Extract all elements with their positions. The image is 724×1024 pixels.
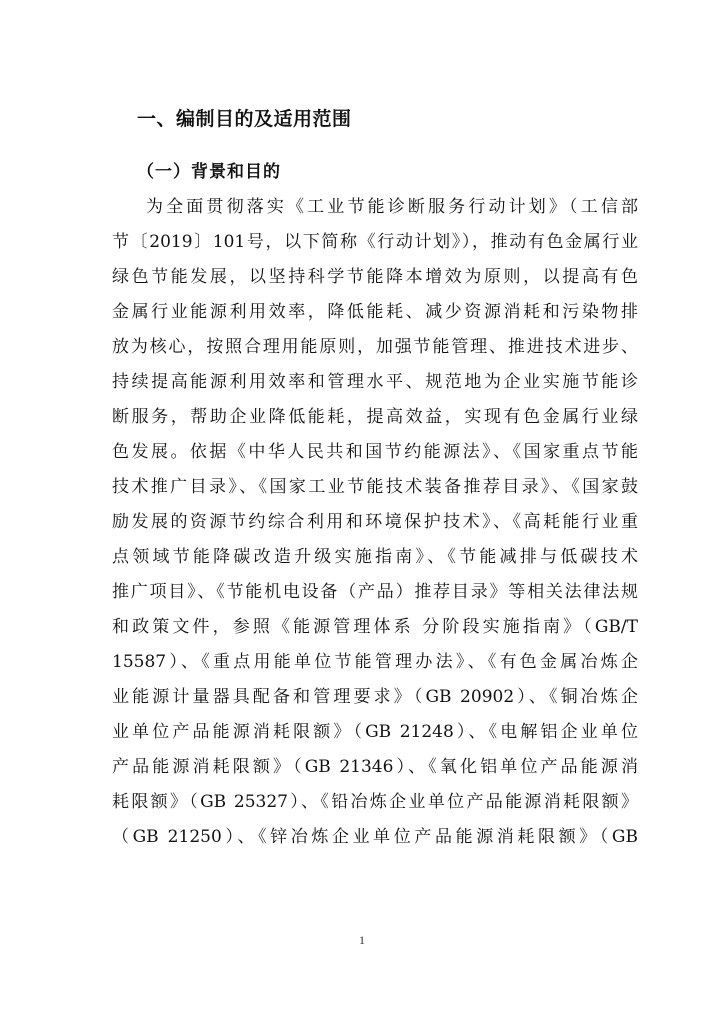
subsection-heading: （一）背景和目的 xyxy=(137,162,281,182)
paragraph-line: 产品能源消耗限额》（GB 21346）、《氧化铝单位产品能源消 xyxy=(112,757,638,777)
paragraph-line: 技术推广目录》、《国家工业节能技术装备推荐目录》、《国家鼓 xyxy=(112,477,638,497)
paragraph-line: 励发展的资源节约综合利用和环境保护技术》、《高耗能行业重 xyxy=(112,512,638,532)
paragraph-line: 放为核心，按照合理用能原则，加强节能管理、推进技术进步、 xyxy=(112,337,638,357)
section-heading: 一、编制目的及适用范围 xyxy=(137,108,352,130)
paragraph-line: 金属行业能源利用效率，降低能耗、减少资源消耗和污染物排 xyxy=(112,302,638,322)
paragraph-line: 业单位产品能源消耗限额》（GB 21248）、《电解铝企业单位 xyxy=(112,722,638,742)
paragraph-line: 15587）、《重点用能单位节能管理办法》、《有色金属冶炼企 xyxy=(112,652,638,672)
paragraph-line: （GB 21250）、《锌冶炼企业单位产品能源消耗限额》（GB xyxy=(112,827,638,847)
paragraph-line: 断服务，帮助企业降低能耗，提高效益，实现有色金属行业绿 xyxy=(112,407,638,427)
page-number: 1 xyxy=(359,933,365,947)
paragraph-line: 和政策文件，参照《能源管理体系 分阶段实施指南》（GB/T xyxy=(112,617,638,637)
paragraph-line: 为全面贯彻落实《工业节能诊断服务行动计划》（工信部 xyxy=(146,197,638,217)
paragraph-line: 耗限额》（GB 25327）、《铅冶炼企业单位产品能源消耗限额》 xyxy=(112,792,638,812)
body-paragraph xyxy=(112,190,638,855)
paragraph-line: 绿色节能发展，以坚持科学节能降本增效为原则，以提高有色 xyxy=(112,267,638,287)
paragraph-line: 节〔2019〕101号，以下简称《行动计划》），推动有色金属行业 xyxy=(112,232,638,252)
paragraph-line: 点领域节能降碳改造升级实施指南》、《节能减排与低碳技术 xyxy=(112,547,638,567)
paragraph-line: 持续提高能源利用效率和管理水平、规范地为企业实施节能诊 xyxy=(112,372,638,392)
paragraph-line: 推广项目》、《节能机电设备（产品）推荐目录》等相关法律法规 xyxy=(112,582,638,602)
paragraph-line: 色发展。依据《中华人民共和国节约能源法》、《国家重点节能 xyxy=(112,442,638,462)
paragraph-line: 业能源计量器具配备和管理要求》（GB 20902）、《铜冶炼企 xyxy=(112,687,638,707)
